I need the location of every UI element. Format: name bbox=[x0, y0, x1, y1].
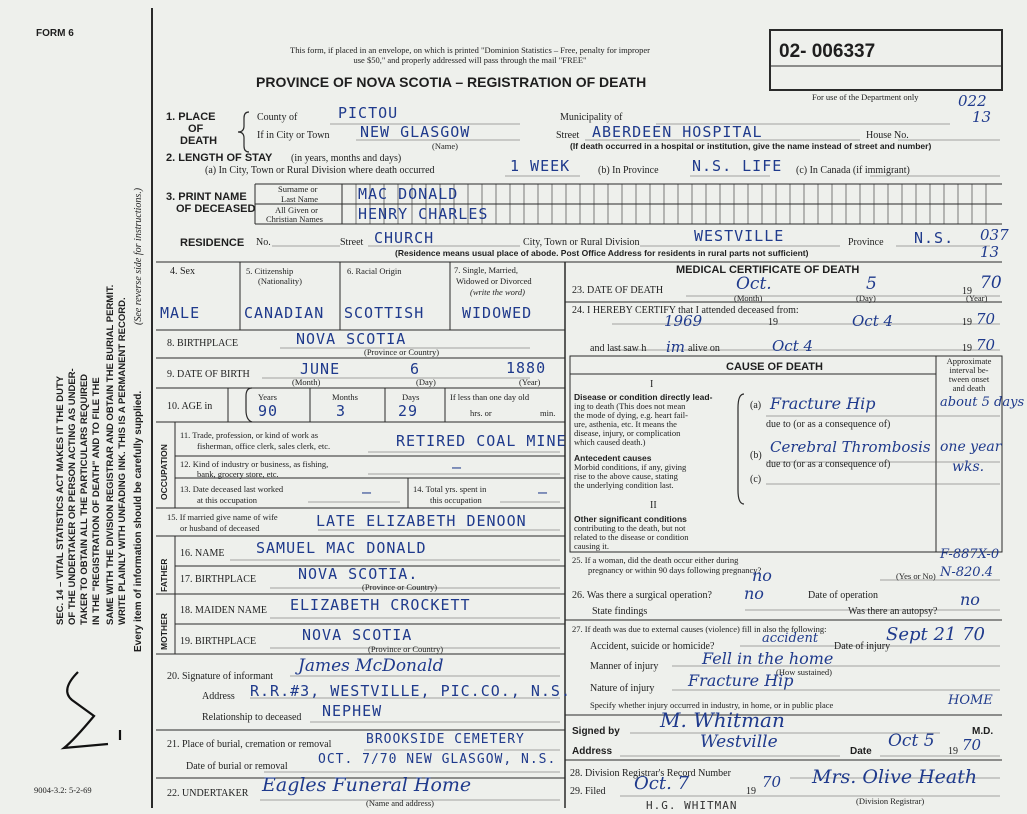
city-label: If in City or Town bbox=[257, 130, 330, 141]
antecedent-label-4: the underlying condition last. bbox=[574, 480, 674, 490]
attended-to: Oct 4 bbox=[852, 312, 894, 330]
q25-yes-no: (Yes or No) bbox=[896, 571, 936, 581]
father-bp-label: 17. BIRTHPLACE bbox=[180, 574, 257, 585]
mother-bp-label: 19. BIRTHPLACE bbox=[180, 636, 257, 647]
last-saw-year: 70 bbox=[976, 336, 996, 354]
side-text-6: WRITE PLAINLY WITH UNFADING INK. THIS IS A PERMANENT RECORD. bbox=[117, 297, 128, 625]
signed-by-value: M. Whitman bbox=[660, 708, 785, 732]
initial-mark bbox=[64, 672, 120, 748]
age-months-label: Months bbox=[332, 392, 358, 402]
autopsy-label: Was there an autopsy? bbox=[848, 606, 938, 617]
signed-addr-value: Westville bbox=[700, 732, 778, 752]
dept-code-2: 13 bbox=[972, 108, 992, 126]
birthplace-label: 8. BIRTHPLACE bbox=[167, 338, 239, 349]
part-two-label: II bbox=[650, 500, 657, 511]
injury-date: Sept 21 70 bbox=[886, 624, 985, 645]
mother-maiden-value: ELIZABETH CROCKETT bbox=[290, 596, 471, 614]
place-label-3: DEATH bbox=[180, 135, 218, 147]
code-n: N-820.4 bbox=[940, 565, 993, 580]
cause-a-label: (a) bbox=[750, 400, 762, 411]
dod-month: Oct. bbox=[736, 274, 772, 294]
due-to-label-2: due to (or as a consequence of) bbox=[766, 459, 891, 470]
industry-label-2: bank, grocery store, etc. bbox=[197, 469, 279, 479]
residence-note: (Residence means usual place of abode. Post Office Address for residents in rural parts not sufficient) bbox=[395, 248, 809, 258]
trade-value: RETIRED COAL MINE bbox=[396, 432, 567, 450]
trade-label-2: fisherman, office clerk, sales clerk, etc. bbox=[197, 441, 331, 451]
disease-label-2: ing to death (This does not mean bbox=[574, 401, 686, 411]
q27-label: 27. If death was due to external causes (violence) fill in also the following: bbox=[572, 624, 827, 634]
citizenship-label-1: 5. Citizenship bbox=[246, 266, 294, 276]
burial-date-value: OCT. 7/70 NEW GLASGOW, N.S. bbox=[318, 752, 557, 767]
city-name-sub: (Name) bbox=[432, 141, 458, 151]
residence-street-label: Street bbox=[340, 237, 364, 248]
trade-label-1: 11. Trade, profession, or kind of work as bbox=[180, 430, 319, 440]
residence-code-2: 13 bbox=[980, 243, 1000, 261]
side-text-3: TAKER TO OBTAIN ALL THE PARTICULARS REQUIRED bbox=[79, 373, 90, 625]
last-worked-value: — bbox=[362, 483, 373, 501]
informant-addr-label: Address bbox=[202, 691, 235, 702]
residence-no-label: No. bbox=[256, 237, 271, 248]
informant-addr-value: R.R.#3, WESTVILLE, PIC.CO., N.S. bbox=[250, 682, 571, 700]
undertaker-label: 22. UNDERTAKER bbox=[167, 788, 249, 799]
industry-label-1: 12. Kind of industry or business, as fishing, bbox=[180, 459, 329, 469]
county-label: County of bbox=[257, 112, 298, 123]
citizenship-label-2: (Nationality) bbox=[258, 276, 302, 286]
injury-date-label: Date of injury bbox=[834, 641, 891, 652]
last-saw-date: Oct 4 bbox=[772, 337, 814, 355]
age-months: 3 bbox=[336, 402, 347, 420]
name-label-2: OF DECEASED bbox=[176, 203, 256, 215]
stay-b-value: N.S. LIFE bbox=[692, 157, 783, 175]
cause-header: CAUSE OF DEATH bbox=[726, 361, 823, 373]
autopsy-answer: no bbox=[960, 590, 980, 609]
marital-label-1: 7. Single, Married, bbox=[454, 265, 518, 275]
marital-label-3: (write the word) bbox=[470, 287, 525, 297]
dept-code-1: 022 bbox=[958, 92, 987, 110]
how-sustained-sub: (How sustained) bbox=[776, 667, 832, 677]
street-value: ABERDEEN HOSPITAL bbox=[592, 123, 763, 141]
signed-date-year: 70 bbox=[962, 736, 982, 754]
father-side-label: FATHER bbox=[159, 558, 169, 592]
record-number-label: 28. Division Registrar's Record Number bbox=[570, 768, 731, 779]
racial-label: 6. Racial Origin bbox=[347, 266, 402, 276]
last-saw-him: im bbox=[666, 338, 686, 356]
postal-note-2: use $50," and properly addressed will pass through the mail "FREE" bbox=[353, 55, 587, 65]
cause-b-value: Cerebral Thrombosis bbox=[770, 438, 931, 456]
side-text-5: SAME WITH THE DIVISION REGISTRAR AND OBTAIN THE BURIAL PERMIT. bbox=[105, 284, 116, 625]
stay-sub: (in years, months and days) bbox=[291, 153, 402, 164]
antecedent-label-2: Morbid conditions, if any, giving bbox=[574, 462, 687, 472]
other-label-3: related to the disease or condition bbox=[574, 532, 689, 542]
age-days-label: Days bbox=[402, 392, 420, 402]
q26-answer: no bbox=[744, 584, 764, 603]
surname-value: MAC DONALD bbox=[358, 185, 459, 203]
street-label: Street bbox=[556, 130, 580, 141]
surname-label-1: Surname or bbox=[278, 184, 318, 194]
part-one-label: I bbox=[650, 379, 654, 390]
less-day-label: If less than one day old bbox=[450, 392, 530, 402]
burial-place-value: BROOKSIDE CEMETERY bbox=[366, 732, 525, 747]
q26-label: 26. Was there a surgical operation? bbox=[572, 590, 712, 601]
given-value: HENRY CHARLES bbox=[358, 205, 489, 223]
interval-label-3: tween onset bbox=[948, 374, 990, 384]
dod-day-sub: (Day) bbox=[856, 293, 876, 303]
other-label-1: Other significant conditions bbox=[574, 514, 687, 524]
city-value: NEW GLASGOW bbox=[360, 123, 471, 141]
dod-year: 70 bbox=[980, 273, 1002, 293]
alive-on-label: alive on bbox=[688, 343, 720, 354]
informant-sig-label: 20. Signature of informant bbox=[167, 671, 274, 682]
signed-addr-label: Address bbox=[572, 746, 613, 757]
residence-label: RESIDENCE bbox=[180, 237, 245, 249]
last-saw-prefix: 19 bbox=[962, 343, 972, 354]
stay-a-label: (a) In City, Town or Rural Division where death occurred bbox=[205, 165, 435, 176]
side-text-1: SEC. 14 – VITAL STATISTICS ACT MAKES IT THE DUTY bbox=[55, 375, 66, 625]
interval-label-4: and death bbox=[952, 383, 986, 393]
age-label: 10. AGE in bbox=[167, 401, 213, 412]
given-label-2: Christian Names bbox=[266, 214, 323, 224]
sex-label: 4. Sex bbox=[170, 266, 195, 277]
age-days: 29 bbox=[398, 402, 419, 420]
cause-c-interval: wks. bbox=[952, 459, 985, 475]
cause-a-interval: about 5 days bbox=[940, 395, 1025, 410]
spouse-value: LATE ELIZABETH DENOON bbox=[316, 512, 527, 530]
father-name-value: SAMUEL MAC DONALD bbox=[256, 539, 427, 557]
undertaker-value: Eagles Funeral Home bbox=[262, 774, 472, 796]
stay-a-value: 1 WEEK bbox=[510, 157, 571, 175]
age-years-label: Years bbox=[258, 392, 277, 402]
stay-c-label: (c) In Canada (if immigrant) bbox=[796, 165, 910, 176]
disease-label-6: which caused death.) bbox=[574, 437, 646, 447]
given-label-1: All Given or bbox=[275, 205, 318, 215]
filed-label: 29. Filed bbox=[570, 786, 606, 797]
last-saw-label: and last saw h bbox=[590, 343, 647, 354]
house-label: House No. bbox=[866, 130, 909, 141]
side-warning: Every item of information should be carefully supplied. bbox=[133, 390, 144, 652]
less-day-min: min. bbox=[540, 408, 556, 418]
sex-value: MALE bbox=[160, 304, 201, 322]
total-yrs-label-2: this occupation bbox=[430, 495, 482, 505]
accident-label: Accident, suicide or homicide? bbox=[590, 641, 715, 652]
cause-b-label: (b) bbox=[750, 450, 762, 461]
place-note: (If death occurred in a hospital or institution, give the name instead of street and number) bbox=[570, 141, 932, 151]
md-label: M.D. bbox=[972, 726, 994, 737]
dod-label: 23. DATE OF DEATH bbox=[572, 285, 664, 296]
spouse-label-1: 15. If married give name of wife bbox=[167, 512, 278, 522]
dod-year-sub: (Year) bbox=[966, 293, 988, 303]
signed-date-value: Oct 5 bbox=[888, 731, 935, 751]
stay-b-label: (b) In Province bbox=[598, 165, 659, 176]
filed-date: Oct. 7 bbox=[634, 773, 689, 794]
attended-to-prefix: 19 bbox=[962, 317, 972, 328]
spouse-label-2: or husband of deceased bbox=[180, 523, 260, 533]
total-yrs-value: — bbox=[538, 483, 549, 501]
dob-day-sub: (Day) bbox=[416, 377, 436, 387]
name-label-1: 3. PRINT NAME bbox=[166, 191, 247, 203]
signed-date-label: Date bbox=[850, 746, 872, 757]
dob-year-sub: (Year) bbox=[519, 377, 541, 387]
disease-label-5: disease, injury, or complication bbox=[574, 428, 681, 438]
side-text-2: OF THE UNDERTAKER OR PERSON ACTING AS UNDER- bbox=[67, 368, 78, 625]
registrar-signature: Mrs. Olive Heath bbox=[812, 766, 978, 788]
filed-year: 70 bbox=[762, 773, 782, 791]
dob-day: 6 bbox=[410, 360, 421, 378]
last-worked-label-2: at this occupation bbox=[197, 495, 257, 505]
residence-province-label: Province bbox=[848, 237, 884, 248]
racial-value: SCOTTISH bbox=[344, 304, 425, 322]
place-label-2: OF bbox=[188, 123, 204, 135]
marital-label-2: Widowed or Divorced bbox=[456, 276, 532, 286]
occupation-side-label: OCCUPATION bbox=[159, 444, 169, 500]
interval-label-1: Approximate bbox=[946, 356, 992, 366]
undertaker-sub: (Name and address) bbox=[366, 798, 434, 808]
mother-side-label: MOTHER bbox=[159, 613, 169, 650]
code-f: F-887X-0 bbox=[940, 547, 1000, 562]
certify-label: 24. I HEREBY CERTIFY that I attended deceased from: bbox=[572, 305, 799, 316]
dod-year-prefix: 19 bbox=[962, 286, 972, 297]
informant-rel-value: NEPHEW bbox=[322, 702, 383, 720]
surname-label-2: Last Name bbox=[281, 194, 319, 204]
q25-label-2: pregnancy or within 90 days following pregnancy? bbox=[588, 565, 762, 575]
postal-note-1: This form, if placed in an envelope, on which is printed "Dominion Statistics – Free, penalty for improper bbox=[290, 45, 650, 55]
dod-day: 5 bbox=[866, 274, 877, 294]
birthplace-value: NOVA SCOTIA bbox=[296, 330, 407, 348]
stay-label: 2. LENGTH OF STAY bbox=[166, 152, 273, 164]
dept-use-label: For use of the Department only bbox=[812, 92, 919, 102]
disease-label-1: Disease or condition directly lead- bbox=[574, 392, 713, 402]
dod-month-sub: (Month) bbox=[734, 293, 763, 303]
disease-label-3: the mode of dying, e.g. heart fail- bbox=[574, 410, 689, 420]
q25-label-1: 25. If a woman, did the death occur either during bbox=[572, 555, 739, 565]
stamp-number: 02- 006337 bbox=[779, 41, 876, 62]
birthplace-sub: (Province or Country) bbox=[364, 347, 440, 357]
findings-label: State findings bbox=[592, 606, 648, 617]
burial-date-label: Date of burial or removal bbox=[186, 761, 288, 772]
manner-answer: Fell in the home bbox=[702, 649, 834, 668]
residence-province: N.S. bbox=[914, 229, 955, 247]
father-bp-sub: (Province or Country) bbox=[362, 582, 438, 592]
cause-b-interval: one year bbox=[940, 439, 1002, 455]
nature-answer: Fracture Hip bbox=[688, 671, 794, 690]
residence-street: CHURCH bbox=[374, 229, 435, 247]
disease-label-4: ure, asthenia, etc. It means the bbox=[574, 419, 677, 429]
side-instructions: (See reverse side for instructions.) bbox=[133, 187, 144, 325]
burial-place-label: 21. Place of burial, cremation or removal bbox=[167, 739, 332, 750]
marital-value: WIDOWED bbox=[462, 304, 533, 322]
residence-city: WESTVILLE bbox=[694, 227, 785, 245]
other-label-4: causing it. bbox=[574, 541, 609, 551]
manner-label: Manner of injury bbox=[590, 661, 659, 672]
mother-maiden-label: 18. MAIDEN NAME bbox=[180, 605, 267, 616]
antecedent-label-3: rise to the above cause, stating bbox=[574, 471, 678, 481]
dob-month: JUNE bbox=[300, 360, 341, 378]
print-code: 9004-3.2: 5-2-69 bbox=[34, 785, 92, 795]
where-answer: HOME bbox=[948, 693, 993, 708]
other-label-2: contributing to the death, but not bbox=[574, 523, 686, 533]
less-day-hrs: hrs. or bbox=[470, 408, 492, 418]
signed-date-prefix: 19 bbox=[948, 746, 958, 757]
residence-city-label: City, Town or Rural Division bbox=[523, 237, 640, 248]
place-label-1: 1. PLACE bbox=[166, 111, 216, 123]
cause-c-label: (c) bbox=[750, 474, 762, 485]
last-worked-label-1: 13. Date deceased last worked bbox=[180, 484, 284, 494]
municipality-label: Municipality of bbox=[560, 112, 623, 123]
side-text-4: IN THE "REGISTRATION OF DEATH" AND TO FILE THE bbox=[91, 377, 102, 625]
attended-from: 1969 bbox=[664, 312, 703, 330]
attended-to-year: 70 bbox=[976, 310, 996, 328]
form-number: FORM 6 bbox=[36, 28, 74, 39]
dob-label: 9. DATE OF BIRTH bbox=[167, 369, 250, 380]
total-yrs-label-1: 14. Total yrs. spent in bbox=[413, 484, 487, 494]
interval-label-2: interval be- bbox=[949, 365, 989, 375]
county-value: PICTOU bbox=[338, 104, 399, 122]
father-bp-value: NOVA SCOTIA. bbox=[298, 565, 419, 583]
citizenship-value: CANADIAN bbox=[244, 304, 325, 322]
signed-by-label: Signed by bbox=[572, 726, 620, 737]
registrar-sub: (Division Registrar) bbox=[856, 796, 925, 806]
dob-month-sub: (Month) bbox=[292, 377, 321, 387]
nature-label: Nature of injury bbox=[590, 683, 655, 694]
op-date-label: Date of operation bbox=[808, 590, 878, 601]
cause-a-value: Fracture Hip bbox=[770, 394, 876, 413]
dob-year: 1880 bbox=[506, 359, 547, 377]
mother-bp-sub: (Province or Country) bbox=[368, 644, 444, 654]
mother-bp-value: NOVA SCOTIA bbox=[302, 626, 413, 644]
attended-19-a: 19 bbox=[768, 317, 778, 328]
filed-19: 19 bbox=[746, 786, 756, 797]
antecedent-label-1: Antecedent causes bbox=[574, 453, 652, 463]
accident-answer: accident bbox=[762, 631, 819, 646]
typed-name: H.G. WHITMAN bbox=[646, 799, 738, 812]
age-years: 90 bbox=[258, 402, 279, 420]
informant-signature: James McDonald bbox=[298, 656, 444, 676]
industry-value: — bbox=[452, 458, 463, 476]
residence-code-1: 037 bbox=[980, 226, 1009, 244]
q25-answer: no bbox=[752, 566, 772, 585]
informant-rel-label: Relationship to deceased bbox=[202, 712, 302, 723]
medical-header: MEDICAL CERTIFICATE OF DEATH bbox=[676, 264, 860, 276]
due-to-label-1: due to (or as a consequence of) bbox=[766, 419, 891, 430]
form-title: PROVINCE OF NOVA SCOTIA – REGISTRATION OF DEATH bbox=[256, 74, 647, 90]
father-name-label: 16. NAME bbox=[180, 548, 225, 559]
where-label: Specify whether injury occurred in industry, in home, or in public place bbox=[590, 700, 834, 710]
